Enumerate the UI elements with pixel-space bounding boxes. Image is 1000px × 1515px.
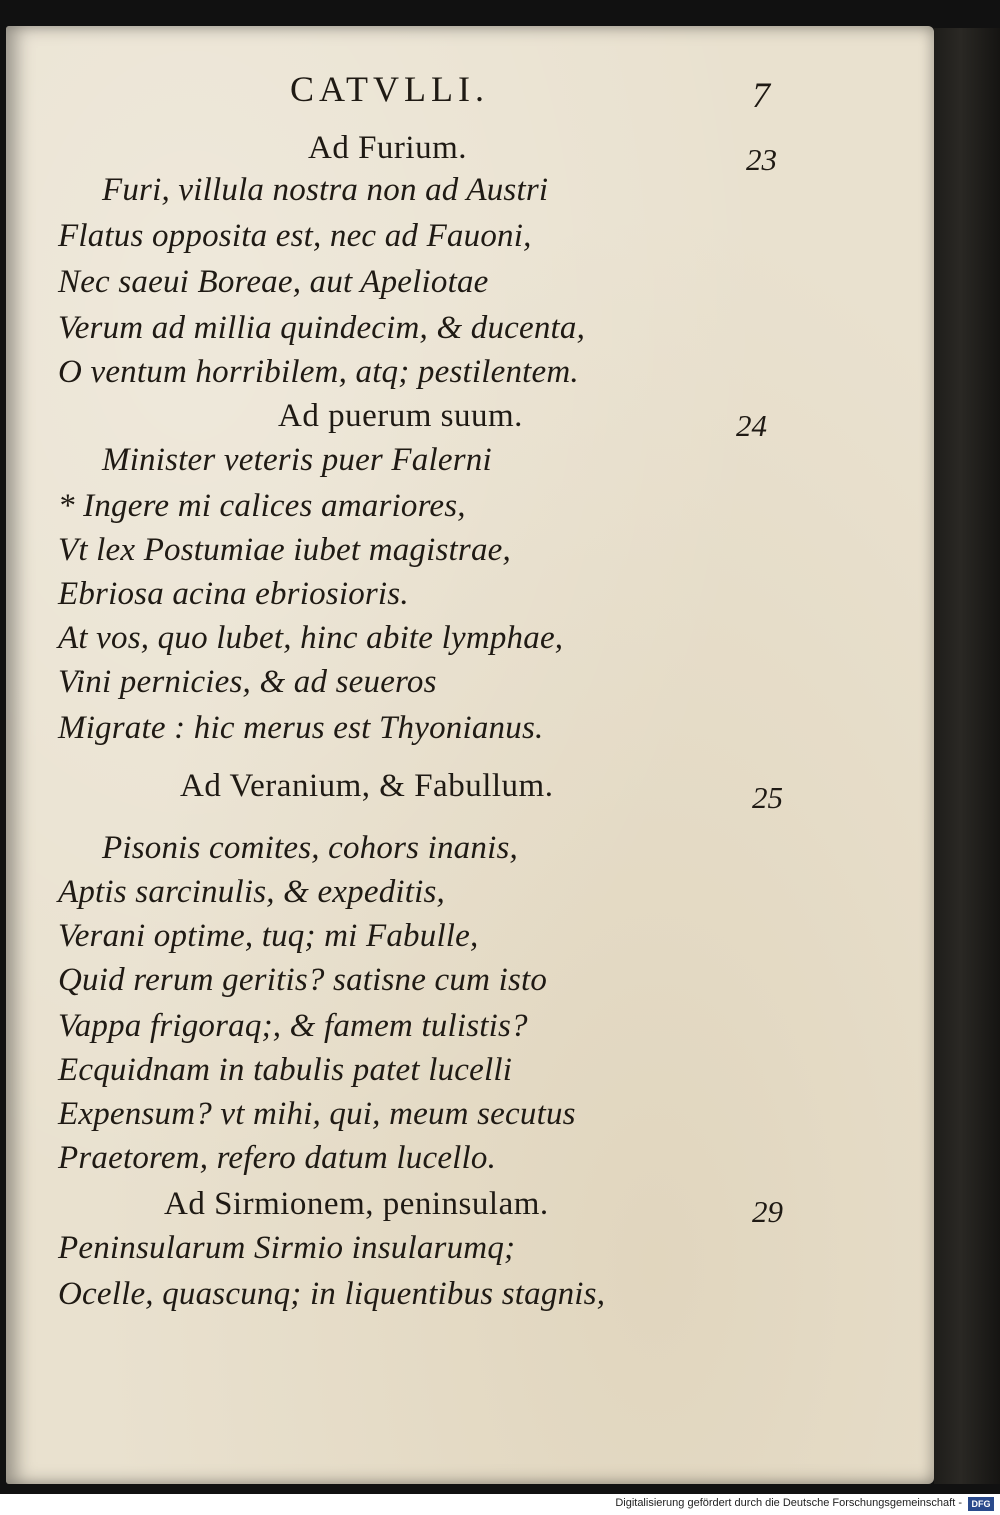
verse-line: Migrate : hic merus est Thyonianus. [58,710,544,746]
verse-line: * Ingere mi calices amariores, [58,488,466,524]
verse-line: Pisonis comites, cohors inanis, [102,830,518,866]
verse-line: Expensum? vt mihi, qui, meum secutus [58,1096,576,1132]
running-head: CATVLLI. [290,69,489,109]
digitization-credit: Digitalisierung gefördert durch die Deutsche Forschungsgemeinschaft - [615,1497,962,1509]
poem-title: Ad Furium. [308,130,468,166]
verse-line: Furi, villula nostra non ad Austri [102,172,549,208]
page-number: 7 [752,75,770,115]
verse-line: Verani optime, tuq; mi Fabulle, [58,918,479,954]
dfg-logo: DFG [968,1497,994,1511]
verse-line: O ventum horribilem, atq; pestilentem. [58,354,579,390]
poem-number: 29 [752,1194,783,1229]
verse-line: Flatus opposita est, nec ad Fauoni, [58,218,532,254]
verse-line: Verum ad millia quindecim, & ducenta, [58,310,586,346]
poem-number: 24 [736,408,767,443]
verse-line: Ocelle, quascunq; in liquentibus stagnis, [58,1276,606,1312]
poem-title: Ad Veranium, & Fabullum. [180,768,554,804]
poem-title: Ad puerum suum. [278,398,523,434]
verse-line: Aptis sarcinulis, & expeditis, [58,874,445,910]
verse-line: Ebriosa acina ebriosioris. [58,576,409,612]
verse-line: Vt lex Postumiae iubet magistrae, [58,532,511,568]
verse-line: Quid rerum geritis? satisne cum isto [58,962,548,998]
verse-line: Ecquidnam in tabulis patet lucelli [58,1052,513,1088]
poem-number: 25 [752,780,783,815]
poem-number: 23 [746,142,777,177]
footer-strip [0,1494,1000,1515]
verse-line: Vappa frigoraq;, & famem tulistis? [58,1008,528,1044]
verse-line: Praetorem, refero datum lucello. [58,1140,497,1176]
verse-line: Nec saeui Boreae, aut Apeliotae [58,264,489,300]
verse-line: Vini pernicies, & ad seueros [58,664,437,700]
poem-title: Ad Sirmionem, peninsulam. [164,1186,549,1222]
verse-line: Peninsularum Sirmio insularumq; [58,1230,516,1266]
adjacent-page-edge [934,28,1000,1484]
verse-line: Minister veteris puer Falerni [102,442,492,478]
verse-line: At vos, quo lubet, hinc abite lymphae, [58,620,564,656]
